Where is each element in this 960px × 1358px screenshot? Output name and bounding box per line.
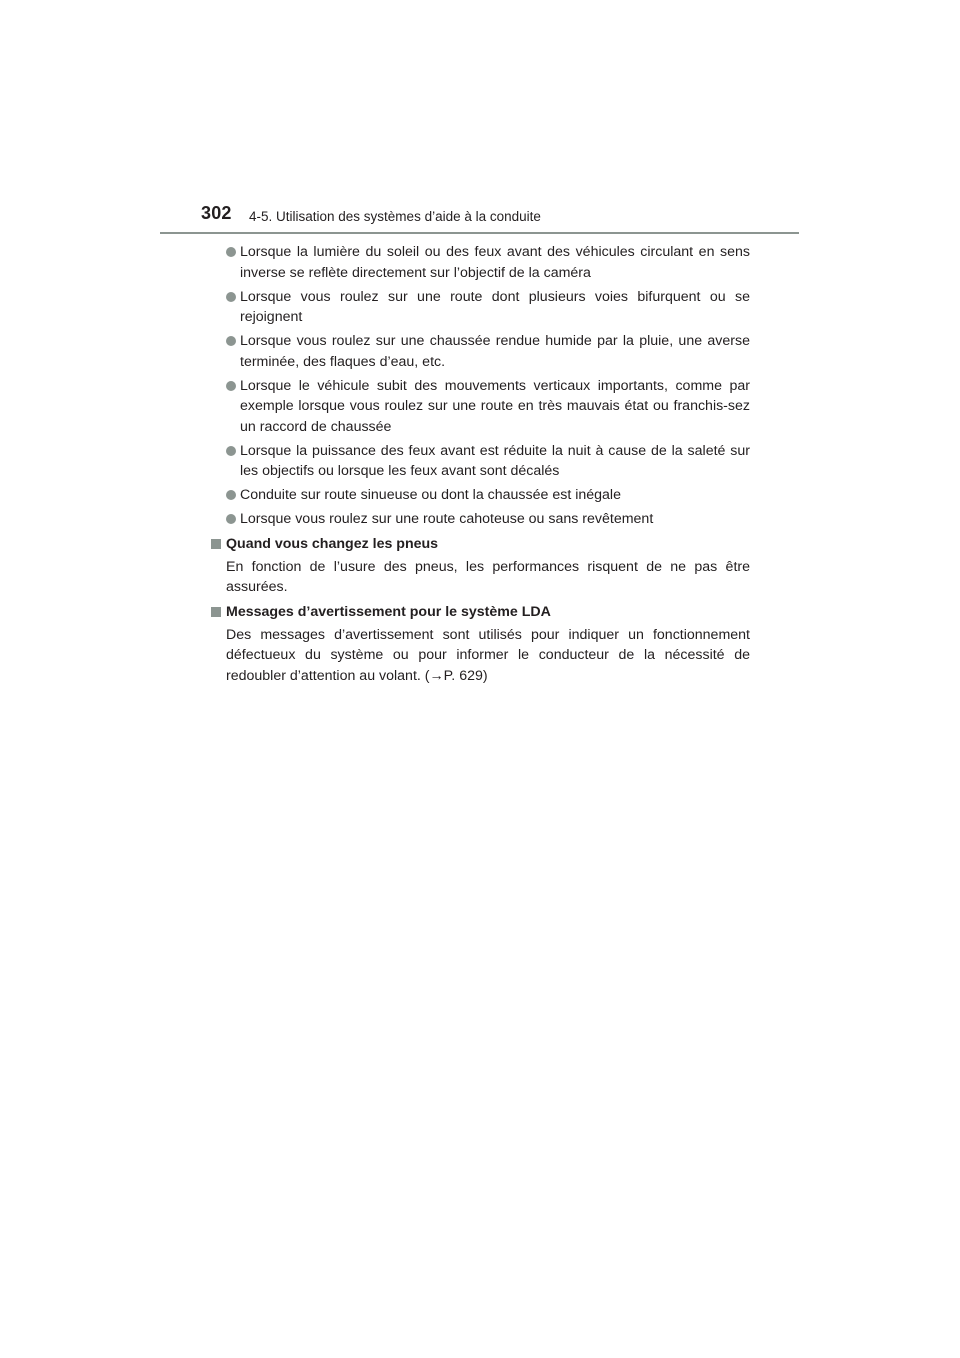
section-title: 4-5. Utilisation des systèmes d’aide à la conduite: [249, 209, 541, 224]
list-item: Lorsque le véhicule subit des mouvements verticaux importants, comme par exemple lorsque vous roulez sur une route en très mauvais état ou franchis-sez un raccord de chaussée: [210, 376, 750, 438]
bullet-icon: [226, 247, 236, 257]
bullet-icon: [226, 381, 236, 391]
section-body: En fonction de l’usure des pneus, les performances risquent de ne pas être assurées.: [226, 558, 750, 595]
list-item: Lorsque la puissance des feux avant est réduite la nuit à cause de la saleté sur les objectifs ou lorsque les feux avant sont décalés: [210, 441, 750, 482]
list-item: Conduite sur route sinueuse ou dont la chaussée est inégale: [210, 485, 750, 506]
bullet-icon: [226, 446, 236, 456]
section-heading: Messages d’avertissement pour le système LDA: [210, 602, 750, 623]
list-item: Lorsque vous roulez sur une route dont plusieurs voies bifurquent ou se rejoignent: [210, 287, 750, 328]
section-heading: Quand vous changez les pneus: [210, 534, 750, 555]
header-rule: [160, 232, 799, 234]
list-item: Lorsque la lumière du soleil ou des feux avant des véhicules circulant en sens inverse se reflète directement sur l’objectif de la caméra: [210, 242, 750, 283]
list-item: Lorsque vous roulez sur une chaussée rendue humide par la pluie, une averse terminée, des flaques d’eau, etc.: [210, 331, 750, 372]
square-bullet-icon: [211, 539, 221, 549]
bullet-icon: [226, 490, 236, 500]
page-number: 302: [201, 203, 232, 223]
page-content: [210, 242, 750, 690]
bullet-icon: [226, 514, 236, 524]
square-bullet-icon: [211, 607, 221, 617]
lda-warning-section: [210, 602, 750, 687]
conditions-list: [210, 242, 750, 530]
bullet-icon: [226, 336, 236, 346]
tire-change-section: [210, 534, 750, 598]
section-body: Des messages d’avertissement sont utilisés pour indiquer un fonctionnement défectueux du système ou pour informer le conducteur de la nécessité de redoubler d’attention au volant. (→P. 629): [226, 626, 750, 684]
list-item: Lorsque vous roulez sur une route cahoteuse ou sans revêtement: [210, 509, 750, 530]
bullet-icon: [226, 292, 236, 302]
